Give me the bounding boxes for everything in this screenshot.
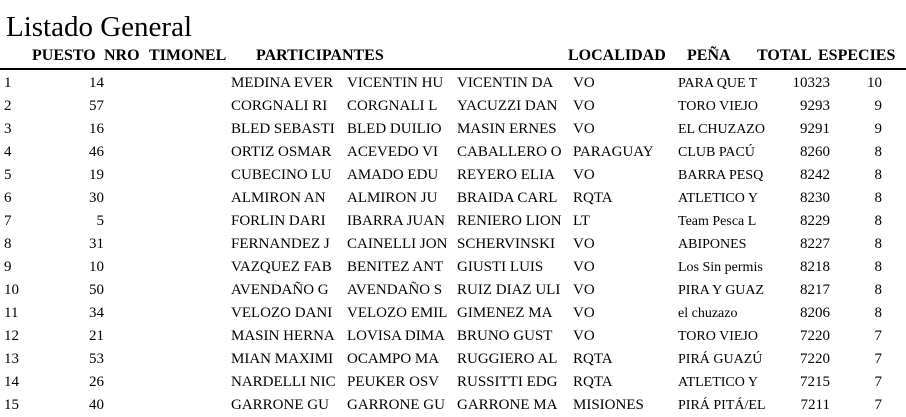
cell-puesto: 1 xyxy=(4,75,12,91)
cell-participante-1: VELOZO DANI xyxy=(231,305,333,321)
cell-nro: 14 xyxy=(89,75,104,91)
cell-participante-3: GIMENEZ MA xyxy=(457,305,553,321)
cell-puesto: 6 xyxy=(4,190,12,206)
cell-participante-1: FERNANDEZ J xyxy=(231,236,330,252)
column-header-localidad: LOCALIDAD xyxy=(568,47,666,64)
cell-total: 8229 xyxy=(800,213,830,229)
cell-puesto: 2 xyxy=(4,98,12,114)
cell-participante-2: PEUKER OSV xyxy=(347,374,440,390)
column-header-participantes: PARTICIPANTES xyxy=(256,47,384,64)
cell-especies: 7 xyxy=(874,328,882,344)
cell-participante-1: VAZQUEZ FAB xyxy=(231,259,332,275)
table-row xyxy=(0,164,906,187)
cell-total: 7220 xyxy=(800,351,830,367)
cell-especies: 8 xyxy=(874,305,882,321)
cell-nro: 30 xyxy=(89,190,104,206)
cell-participante-2: ACEVEDO VI xyxy=(347,144,438,160)
cell-especies: 9 xyxy=(874,98,882,114)
cell-localidad: LT xyxy=(573,213,590,229)
cell-localidad: VO xyxy=(573,305,595,321)
cell-participante-2: GARRONE GU xyxy=(347,397,445,413)
cell-nro: 53 xyxy=(89,351,104,367)
cell-participante-2: ALMIRON JU xyxy=(347,190,438,206)
cell-participante-3: RUIZ DIAZ ULI xyxy=(457,282,561,298)
cell-total: 10323 xyxy=(792,75,830,91)
cell-puesto: 14 xyxy=(4,374,19,390)
cell-nro: 26 xyxy=(89,374,104,390)
cell-total: 8260 xyxy=(800,144,830,160)
cell-total: 8227 xyxy=(800,236,830,252)
cell-localidad: VO xyxy=(573,98,595,114)
cell-participante-2: OCAMPO MA xyxy=(347,351,440,367)
cell-pena: EL CHUZAZO xyxy=(678,122,765,137)
cell-localidad: VO xyxy=(573,121,595,137)
table-row xyxy=(0,256,906,279)
cell-participante-1: BLED SEBASTI xyxy=(231,121,335,137)
cell-pena: el chuzazo xyxy=(678,306,738,321)
cell-localidad: VO xyxy=(573,167,595,183)
cell-localidad: RQTA xyxy=(573,351,613,367)
cell-especies: 8 xyxy=(874,282,882,298)
cell-participante-2: AVENDAÑO S xyxy=(347,282,443,298)
cell-total: 8230 xyxy=(800,190,830,206)
cell-puesto: 5 xyxy=(4,167,12,183)
cell-localidad: RQTA xyxy=(573,190,613,206)
cell-participante-3: YACUZZI DAN xyxy=(457,98,558,114)
cell-total: 9291 xyxy=(800,121,830,137)
cell-participante-2: BLED DUILIO xyxy=(347,121,442,137)
cell-nro: 46 xyxy=(89,144,104,160)
cell-participante-3: BRUNO GUST xyxy=(457,328,553,344)
table-row xyxy=(0,72,906,95)
cell-participante-1: CUBECINO LU xyxy=(231,167,332,183)
cell-pena: TORO VIEJO xyxy=(678,329,758,344)
column-header-total: TOTAL xyxy=(757,47,812,64)
cell-localidad: VO xyxy=(573,236,595,252)
cell-participante-3: MASIN ERNES xyxy=(457,121,557,137)
cell-participante-3: GARRONE MA xyxy=(457,397,558,413)
cell-nro: 10 xyxy=(89,259,104,275)
cell-especies: 8 xyxy=(874,190,882,206)
cell-total: 7211 xyxy=(800,397,830,413)
cell-participante-3: SCHERVINSKI xyxy=(457,236,555,252)
cell-participante-1: ORTIZ OSMAR xyxy=(231,144,332,160)
cell-total: 8242 xyxy=(800,167,830,183)
cell-especies: 8 xyxy=(874,213,882,229)
table-row xyxy=(0,302,906,325)
cell-nro: 16 xyxy=(89,121,104,137)
cell-localidad: VO xyxy=(573,75,595,91)
column-header-especies: ESPECIES xyxy=(818,47,896,64)
cell-pena: PIRA Y GUAZ xyxy=(678,283,765,298)
cell-participante-3: RUSSITTI EDG xyxy=(457,374,558,390)
cell-total: 8217 xyxy=(800,282,830,298)
cell-nro: 50 xyxy=(89,282,104,298)
cell-pena: PIRÁ PITÁ/EL xyxy=(678,398,766,413)
cell-pena: ATLETICO Y xyxy=(678,191,758,206)
column-header-timonel: TIMONEL xyxy=(149,47,227,64)
cell-especies: 7 xyxy=(874,374,882,390)
cell-participante-1: NARDELLI NIC xyxy=(231,374,336,390)
cell-puesto: 8 xyxy=(4,236,12,252)
table-row xyxy=(0,95,906,118)
cell-especies: 8 xyxy=(874,144,882,160)
cell-especies: 8 xyxy=(874,259,882,275)
cell-localidad: VO xyxy=(573,259,595,275)
cell-participante-2: IBARRA JUAN xyxy=(347,213,445,229)
cell-localidad: MISIONES xyxy=(573,397,644,413)
results-table xyxy=(0,72,906,417)
cell-nro: 21 xyxy=(89,328,104,344)
cell-especies: 8 xyxy=(874,236,882,252)
cell-puesto: 4 xyxy=(4,144,12,160)
cell-pena: Team Pesca L xyxy=(678,214,757,229)
cell-localidad: VO xyxy=(573,328,595,344)
cell-puesto: 10 xyxy=(4,282,19,298)
cell-nro: 34 xyxy=(89,305,104,321)
cell-puesto: 15 xyxy=(4,397,19,413)
cell-participante-1: MEDINA EVER xyxy=(231,75,334,91)
table-row xyxy=(0,279,906,302)
cell-participante-3: REYERO ELIA xyxy=(457,167,555,183)
cell-pena: TORO VIEJO xyxy=(678,99,758,114)
cell-localidad: RQTA xyxy=(573,374,613,390)
cell-participante-3: RENIERO LION xyxy=(457,213,562,229)
cell-especies: 7 xyxy=(874,397,882,413)
table-row xyxy=(0,394,906,417)
table-row xyxy=(0,233,906,256)
cell-nro: 5 xyxy=(96,213,104,229)
cell-participante-3: RUGGIERO AL xyxy=(457,351,558,367)
cell-puesto: 12 xyxy=(4,328,19,344)
cell-pena: CLUB PACÚ xyxy=(678,145,755,160)
cell-total: 8206 xyxy=(800,305,830,321)
cell-puesto: 9 xyxy=(4,259,12,275)
table-row xyxy=(0,348,906,371)
cell-pena: PARA QUE T xyxy=(678,76,758,91)
cell-pena: Los Sin permis xyxy=(678,260,763,275)
column-header-nro: NRO xyxy=(104,47,140,64)
cell-pena: ABIPONES xyxy=(678,237,747,252)
cell-participante-1: MASIN HERNA xyxy=(231,328,335,344)
column-header-puesto: PUESTO xyxy=(32,47,96,64)
cell-puesto: 13 xyxy=(4,351,19,367)
cell-pena: ATLETICO Y xyxy=(678,375,758,390)
table-row xyxy=(0,187,906,210)
cell-localidad: VO xyxy=(573,282,595,298)
cell-participante-3: GIUSTI LUIS xyxy=(457,259,544,275)
cell-participante-2: VICENTIN HU xyxy=(347,75,444,91)
table-row xyxy=(0,371,906,394)
cell-participante-1: CORGNALI RI xyxy=(231,98,328,114)
cell-participante-1: AVENDAÑO G xyxy=(231,282,329,298)
column-header-pena: PEÑA xyxy=(687,47,731,64)
cell-pena: PIRÁ GUAZÚ xyxy=(678,352,763,367)
cell-participante-2: VELOZO EMIL xyxy=(347,305,448,321)
table-row xyxy=(0,118,906,141)
cell-nro: 57 xyxy=(89,98,104,114)
cell-participante-1: MIAN MAXIMI xyxy=(231,351,334,367)
table-row xyxy=(0,141,906,164)
cell-puesto: 3 xyxy=(4,121,12,137)
cell-participante-1: GARRONE GU xyxy=(231,397,329,413)
table-row xyxy=(0,325,906,348)
cell-participante-1: FORLIN DARI xyxy=(231,213,326,229)
cell-total: 7220 xyxy=(800,328,830,344)
cell-participante-2: LOVISA DIMA xyxy=(347,328,445,344)
cell-nro: 31 xyxy=(89,236,104,252)
cell-puesto: 11 xyxy=(4,305,19,321)
cell-participante-3: BRAIDA CARL xyxy=(457,190,558,206)
cell-nro: 19 xyxy=(89,167,104,183)
page-title: Listado General xyxy=(6,11,193,43)
cell-participante-2: AMADO EDU xyxy=(347,167,439,183)
cell-nro: 40 xyxy=(89,397,104,413)
cell-especies: 10 xyxy=(867,75,882,91)
cell-total: 9293 xyxy=(800,98,830,114)
cell-especies: 8 xyxy=(874,167,882,183)
cell-participante-1: ALMIRON AN xyxy=(231,190,326,206)
cell-participante-3: VICENTIN DA xyxy=(457,75,554,91)
cell-especies: 7 xyxy=(874,351,882,367)
cell-localidad: PARAGUAY xyxy=(573,144,654,160)
cell-pena: BARRA PESQ xyxy=(678,168,764,183)
cell-puesto: 7 xyxy=(4,213,12,229)
cell-total: 8218 xyxy=(800,259,830,275)
header-divider xyxy=(0,68,906,70)
cell-participante-2: CORGNALI L xyxy=(347,98,438,114)
cell-participante-2: CAINELLI JON xyxy=(347,236,448,252)
table-row xyxy=(0,210,906,233)
cell-participante-3: CABALLERO O xyxy=(457,144,562,160)
cell-especies: 9 xyxy=(874,121,882,137)
cell-participante-2: BENITEZ ANT xyxy=(347,259,444,275)
cell-total: 7215 xyxy=(800,374,830,390)
